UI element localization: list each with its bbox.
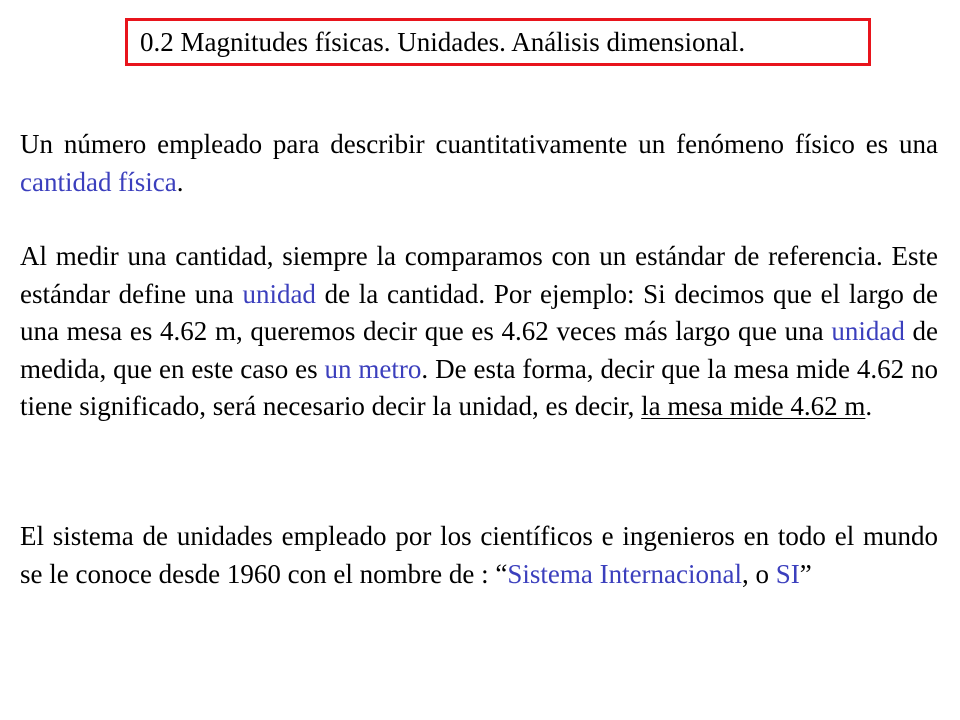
slide-title bbox=[125, 18, 871, 66]
paragraph-sistema-internacional bbox=[20, 518, 938, 593]
slide-title-text: 0.2 Magnitudes físicas. Unidades. Análisis dimensional. bbox=[140, 26, 746, 57]
paragraph-cantidad-fisica bbox=[20, 126, 938, 201]
term-sistema-internacional: Sistema Internacional bbox=[507, 558, 742, 589]
term-unidad-1: unidad bbox=[242, 278, 316, 309]
p3-text-b: , o bbox=[742, 558, 776, 589]
term-unidad-2: unidad bbox=[831, 316, 905, 346]
p3-text-c: ” bbox=[799, 558, 812, 589]
p1-text-a: Un número empleado para describir cuantitativamente un fenómeno físico es una bbox=[20, 129, 938, 159]
term-si: SI bbox=[775, 558, 800, 589]
term-un-metro: un metro bbox=[324, 353, 422, 384]
p1-text-b: . bbox=[176, 166, 184, 197]
underlined-example: la mesa mide 4.62 m bbox=[641, 391, 866, 421]
p2-text-b: de la cantidad. Por ejemplo: Si decimos que el largo de una mesa es 4.62 m, queremos decir que es 4.62 veces más largo que una bbox=[20, 278, 938, 346]
p3-text-a: El sistema de unidades empleado por los científicos e ingenieros en todo el mundo se le conoce desde 1960 con el nombre de : “ bbox=[20, 521, 938, 589]
term-cantidad-fisica: cantidad física bbox=[20, 166, 177, 197]
p2-text-d: . De esta forma, decir que la mesa mide 4.62 no tiene significado, será necesario decir la unidad, es decir, bbox=[20, 353, 938, 421]
paragraph-unidad bbox=[20, 238, 938, 426]
p2-text-c: de medida, que en este caso es bbox=[20, 316, 938, 384]
p2-text-e: . bbox=[865, 391, 873, 421]
p2-text-a: Al medir una cantidad, siempre la comparamos con un estándar de referencia. Este estándar define una bbox=[20, 241, 938, 309]
